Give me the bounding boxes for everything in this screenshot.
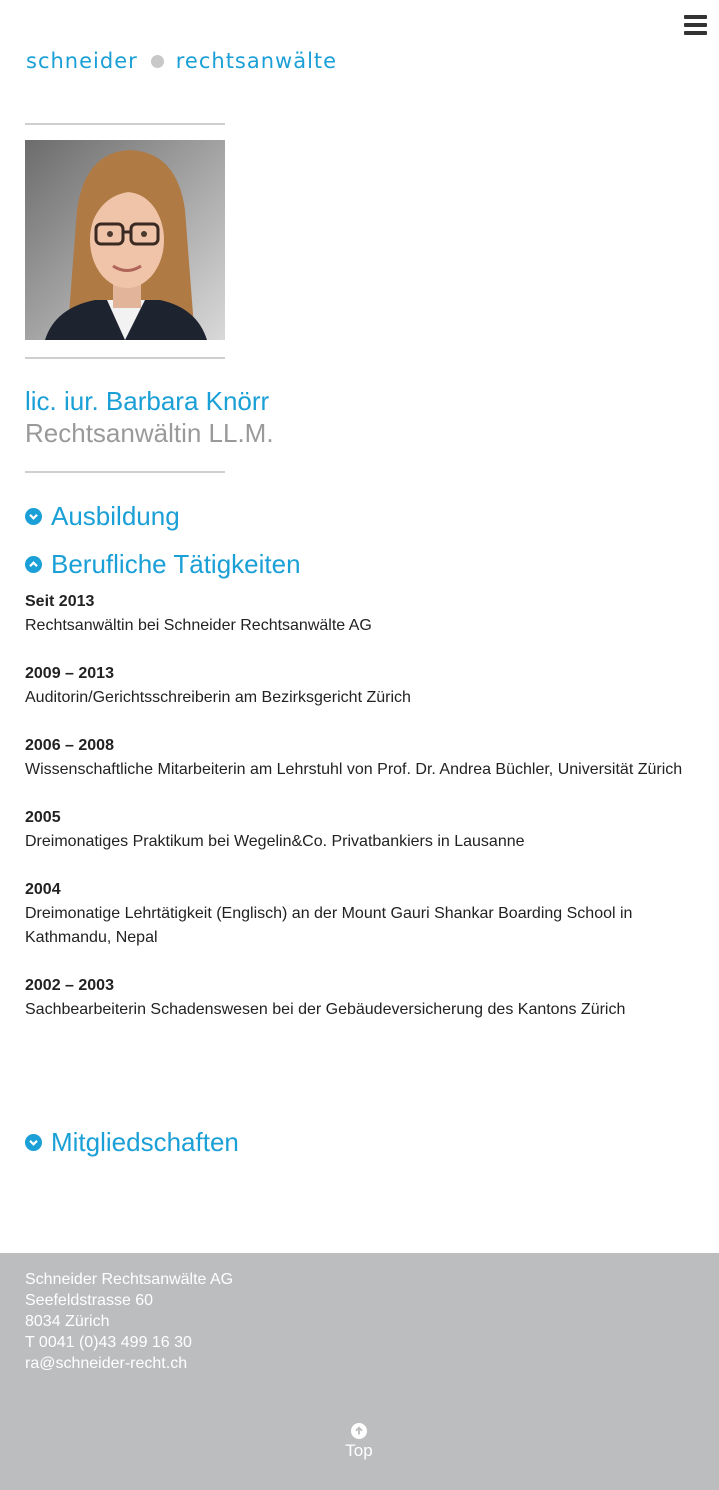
career-year: 2005 xyxy=(25,809,61,826)
career-text: Auditorin/Gerichtsschreiberin am Bezirksgericht Zürich xyxy=(25,689,411,706)
divider xyxy=(25,357,225,359)
list-item xyxy=(25,878,705,950)
list-item xyxy=(25,590,705,638)
list-item xyxy=(25,974,705,1022)
section-education-toggle[interactable] xyxy=(25,499,180,533)
footer-street: Seefeldstrasse 60 xyxy=(25,1292,154,1309)
career-year: Seit 2013 xyxy=(25,593,95,610)
back-to-top-button[interactable] xyxy=(330,1423,388,1461)
section-memberships-toggle[interactable] xyxy=(25,1125,239,1159)
career-text: Rechtsanwältin bei Schneider Rechtsanwälte AG xyxy=(25,617,372,634)
list-item xyxy=(25,662,705,710)
footer-address xyxy=(25,1269,233,1374)
career-list xyxy=(25,590,705,1046)
footer-email[interactable]: ra@schneider-recht.ch xyxy=(25,1355,188,1372)
career-year: 2002 – 2003 xyxy=(25,977,114,994)
section-education-label: Ausbildung xyxy=(51,501,180,531)
footer xyxy=(0,1253,719,1490)
portrait-photo xyxy=(25,140,225,340)
logo-text-right: rechtsanwälte xyxy=(175,49,338,73)
logo-text-left: schneider xyxy=(26,49,138,73)
divider xyxy=(25,471,225,473)
footer-company: Schneider Rechtsanwälte AG xyxy=(25,1271,234,1288)
chevron-up-icon xyxy=(25,556,42,573)
section-career-label: Berufliche Tätigkeiten xyxy=(51,549,301,579)
section-memberships-label: Mitgliedschaften xyxy=(51,1127,239,1157)
logo-dot xyxy=(151,55,164,68)
list-item xyxy=(25,806,705,854)
logo[interactable] xyxy=(26,47,337,75)
footer-phone[interactable]: T 0041 (0)43 499 16 30 xyxy=(25,1334,192,1351)
career-text: Wissenschaftliche Mitarbeiterin am Lehrstuhl von Prof. Dr. Andrea Büchler, Universität Zürich xyxy=(25,761,683,778)
divider xyxy=(25,123,225,125)
career-text: Dreimonatige Lehrtätigkeit (Englisch) an der Mount Gauri Shankar Boarding School in Kathmandu, Nepal xyxy=(25,905,633,946)
career-text: Dreimonatiges Praktikum bei Wegelin&Co. Privatbankiers in Lausanne xyxy=(25,833,525,850)
back-to-top-label: Top xyxy=(345,1441,373,1460)
person-title: Rechtsanwältin LL.M. xyxy=(25,418,274,448)
career-text: Sachbearbeiterin Schadenswesen bei der Gebäudeversicherung des Kantons Zürich xyxy=(25,1001,626,1018)
chevron-down-icon xyxy=(25,1134,42,1151)
career-year: 2006 – 2008 xyxy=(25,737,114,754)
list-item xyxy=(25,734,705,782)
section-career-toggle[interactable] xyxy=(25,547,301,581)
career-year: 2009 – 2013 xyxy=(25,665,114,682)
career-year: 2004 xyxy=(25,881,61,898)
hamburger-menu-icon[interactable] xyxy=(684,15,707,35)
person-name: lic. iur. Barbara Knörr xyxy=(25,386,270,416)
footer-city: 8034 Zürich xyxy=(25,1313,110,1330)
arrow-up-icon xyxy=(351,1423,367,1439)
chevron-down-icon xyxy=(25,508,42,525)
